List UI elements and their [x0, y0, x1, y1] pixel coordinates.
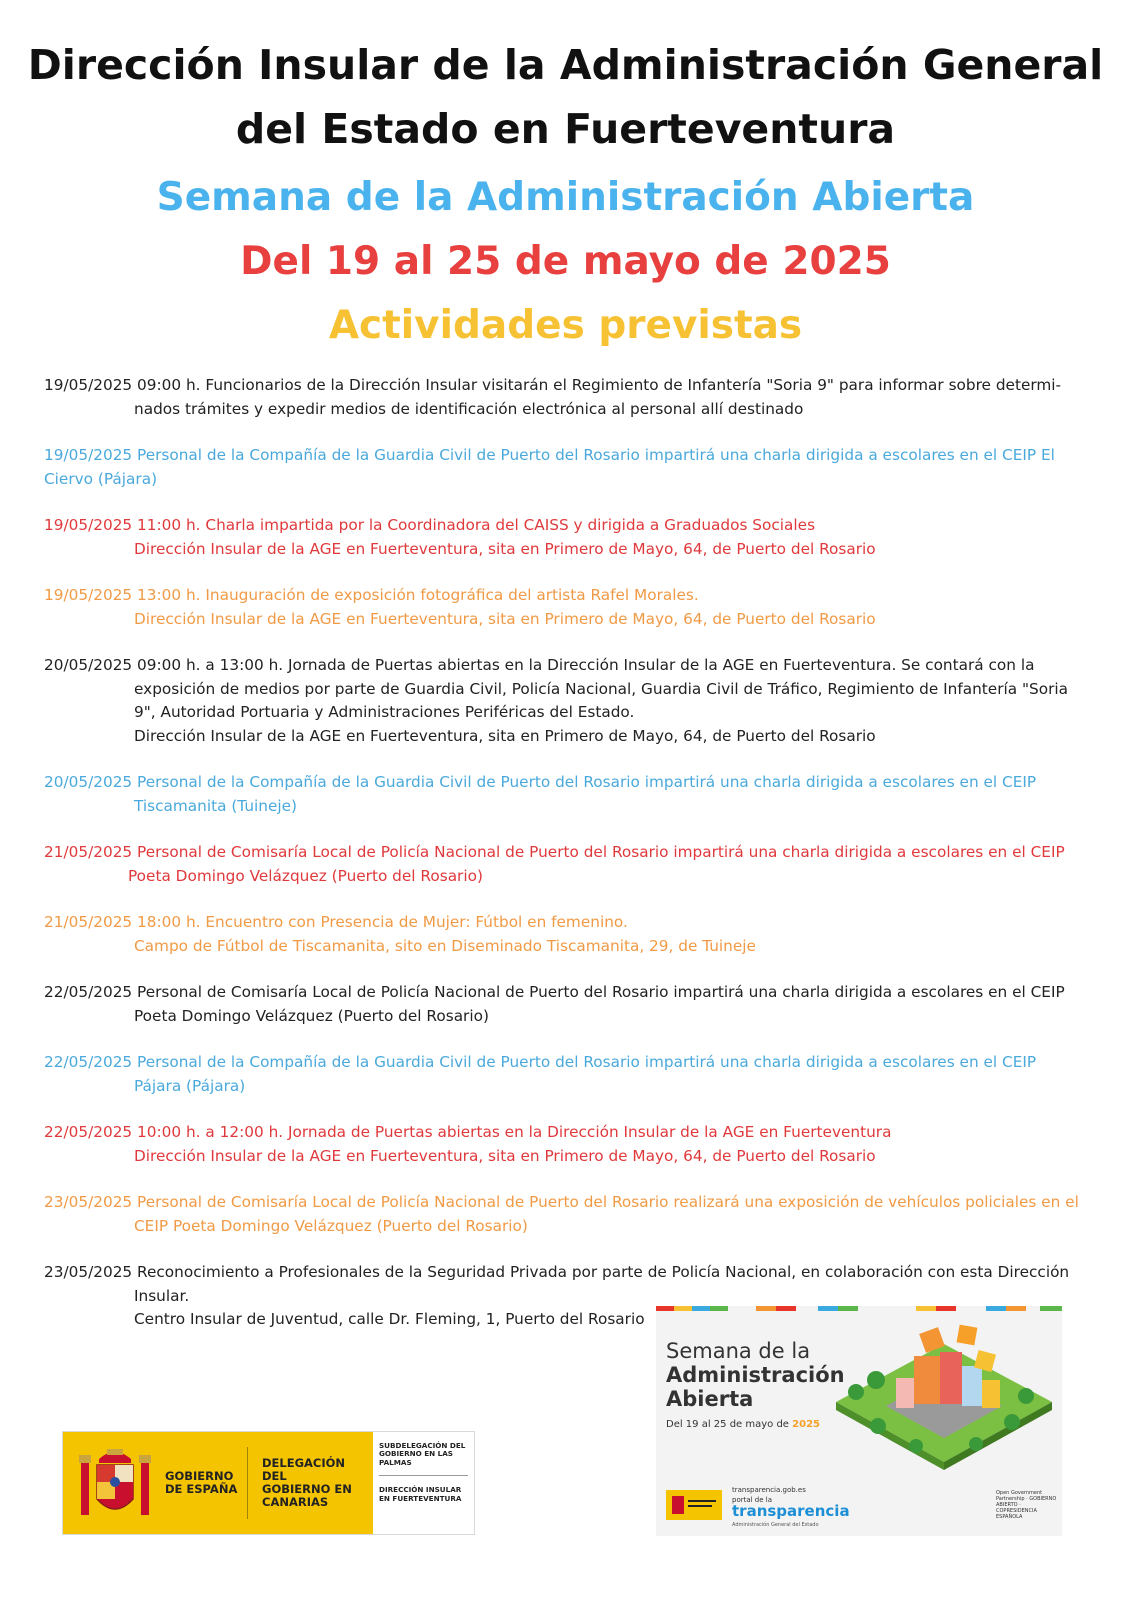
event-item [44, 841, 1084, 888]
color-stripe [818, 1306, 838, 1311]
event-continuation: Tiscamanita (Tuineje) [134, 796, 297, 815]
subtitle-activities: Actividades previstas [328, 303, 803, 348]
event-continuation: Dirección Insular de la AGE en Fuerteventura, sita en Primero de Mayo, 64, de Puerto del Rosario [134, 609, 876, 628]
event-continuation: 9", Autoridad Portuaria y Administraciones Periféricas del Estado. [134, 703, 635, 721]
divider [247, 1447, 248, 1519]
poster-transparencia-sub: Administración General del Estado [732, 1522, 819, 1528]
poster-dates-year: 2025 [792, 1419, 820, 1430]
color-stripe [776, 1306, 796, 1311]
event-first-line: 19/05/2025 Personal de la Compañía de la Guardia Civil de Puerto del Rosario impartirá una charla dirigida a escolares en el CEIP El [44, 446, 1055, 464]
event-first-line: 20/05/2025 09:00 h. a 13:00 h. Jornada de Puertas abiertas en la Dirección Insular de la AGE en Fuerteventura. Se contará con la [44, 656, 1035, 674]
color-stripe [692, 1306, 710, 1311]
event-first-line: 22/05/2025 Personal de la Compañía de la Guardia Civil de Puerto del Rosario impartirá una charla dirigida a escolares en el CEIP [44, 1053, 1037, 1071]
poster-footer [656, 1476, 1062, 1536]
gov-white-block [373, 1432, 474, 1534]
color-stripe [838, 1306, 858, 1311]
poster-dates-prefix: Del 19 al 25 de mayo de [666, 1419, 793, 1430]
event-first-line: 22/05/2025 10:00 h. a 12:00 h. Jornada de Puertas abiertas en la Dirección Insular de la AGE en Fuerteventura [44, 1123, 892, 1141]
event-continuation: nados trámites y expedir medios de identificación electrónica al personal allí destinado [134, 399, 804, 418]
subtitle-week: Semana de la Administración Abierta [156, 175, 975, 220]
event-first-line: 19/05/2025 09:00 h. Funcionarios de la Dirección Insular visitarán el Regimiento de Infantería "Soria 9" para informar sobre determi- [44, 376, 1062, 394]
poster-dates [666, 1419, 820, 1430]
poster-title [666, 1339, 845, 1411]
event-item [44, 654, 1084, 748]
government-logo-bar [62, 1431, 475, 1535]
gobierno-espana-label: GOBIERNO DE ESPAÑA [165, 1469, 238, 1496]
color-stripe [1006, 1306, 1026, 1311]
event-item [44, 771, 1084, 818]
event-item [44, 444, 1084, 491]
event-item [44, 584, 1084, 631]
event-item [44, 1051, 1084, 1098]
event-continuation: exposición de medios por parte de Guardia Civil, Policía Nacional, Guardia Civil de Tráfico, Regimiento de Infantería "Soria [134, 679, 1069, 698]
poster-url: transparencia.gob.es [732, 1486, 806, 1494]
event-first-line: 19/05/2025 13:00 h. Inauguración de exposición fotográfica del artista Rafel Morales. [44, 586, 699, 604]
divider [379, 1475, 468, 1476]
poster-title-line-3: Abierta [666, 1387, 754, 1411]
city-illustration-icon [826, 1322, 1062, 1472]
event-item [44, 514, 1084, 561]
coat-of-arms-icon [77, 1441, 153, 1525]
event-item [44, 1121, 1084, 1168]
poster-image [656, 1306, 1062, 1536]
direccion-insular-label: DIRECCIÓN INSULAR EN FUERTEVENTURA [379, 1485, 462, 1503]
title-line-1: Dirección Insular de la Administración General [27, 41, 1104, 89]
color-stripe [986, 1306, 1006, 1311]
color-stripe [916, 1306, 936, 1311]
event-item [44, 911, 1084, 958]
event-first-line: 20/05/2025 Personal de la Compañía de la Guardia Civil de Puerto del Rosario impartirá una charla dirigida a escolares en el CEIP [44, 773, 1037, 791]
subdelegacion-label: SUBDELEGACIÓN DEL GOBIERNO EN LAS PALMAS [379, 1441, 466, 1467]
event-continuation: Poeta Domingo Velázquez (Puerto del Rosario) [128, 866, 483, 885]
color-stripe [674, 1306, 692, 1311]
delegacion-label: DELEGACIÓN DEL GOBIERNO EN CANARIAS [262, 1456, 352, 1509]
color-stripe [1040, 1306, 1062, 1311]
poster-title-line-2: Administración [666, 1363, 845, 1387]
events-list [44, 374, 1084, 1355]
subtitle-dates: Del 19 al 25 de mayo de 2025 [240, 239, 891, 284]
event-continuation: Dirección Insular de la AGE en Fuerteventura, sita en Primero de Mayo, 64, de Puerto del Rosario [134, 726, 876, 745]
color-stripe [710, 1306, 728, 1311]
event-first-line: 23/05/2025 Reconocimiento a Profesionales de la Seguridad Privada por parte de Policía Nacional, en colaboración con esta Dirección [44, 1263, 1070, 1281]
poster-transparencia-label: transparencia [732, 1502, 850, 1520]
event-item [44, 1191, 1084, 1238]
title-line-2: del Estado en Fuerteventura [235, 105, 896, 153]
color-stripe [656, 1306, 674, 1311]
gobierno-espana-small-logo-icon [666, 1490, 722, 1520]
event-continuation: Dirección Insular de la AGE en Fuerteventura, sita en Primero de Mayo, 64, de Puerto del Rosario [134, 1146, 876, 1165]
event-item [44, 374, 1084, 421]
event-continuation: Ciervo (Pájara) [44, 469, 158, 488]
event-continuation: Insular. [134, 1286, 190, 1305]
event-item [44, 981, 1084, 1028]
poster-portal-label: portal de la [732, 1496, 773, 1504]
event-continuation: Centro Insular de Juventud, calle Dr. Fleming, 1, Puerto del Rosario [134, 1310, 645, 1328]
event-continuation: Dirección Insular de la AGE en Fuerteventura, sita en Primero de Mayo, 64, de Puerto del Rosario [134, 539, 876, 558]
event-continuation: CEIP Poeta Domingo Velázquez (Puerto del Rosario) [134, 1216, 528, 1235]
event-continuation: Campo de Fútbol de Tiscamanita, sito en Diseminado Tiscamanita, 29, de Tuineje [134, 936, 756, 955]
color-stripe [756, 1306, 776, 1311]
event-continuation: Pájara (Pájara) [134, 1076, 246, 1095]
event-first-line: 22/05/2025 Personal de Comisaría Local de Policía Nacional de Puerto del Rosario impartirá una charla dirigida a escolares en el CEIP [44, 983, 1065, 1001]
event-continuation: Poeta Domingo Velázquez (Puerto del Rosario) [134, 1006, 489, 1025]
event-first-line: 19/05/2025 11:00 h. Charla impartida por la Coordinadora del CAISS y dirigida a Graduados Sociales [44, 516, 816, 534]
poster-ogp-label: Open Government Partnership · GOBIERNO ABIERTO · COPRESIDENCIA ESPAÑOLA [996, 1490, 1057, 1520]
event-first-line: 21/05/2025 Personal de Comisaría Local de Policía Nacional de Puerto del Rosario impartirá una charla dirigida a escolares en el CEIP [44, 843, 1065, 861]
gov-yellow-block [63, 1432, 373, 1534]
color-stripe [936, 1306, 956, 1311]
event-first-line: 21/05/2025 18:00 h. Encuentro con Presencia de Mujer: Fútbol en femenino. [44, 913, 628, 931]
poster-title-line-1: Semana de la [666, 1339, 811, 1363]
event-first-line: 23/05/2025 Personal de Comisaría Local de Policía Nacional de Puerto del Rosario realizará una exposición de vehículos policiales en el [44, 1193, 1079, 1211]
